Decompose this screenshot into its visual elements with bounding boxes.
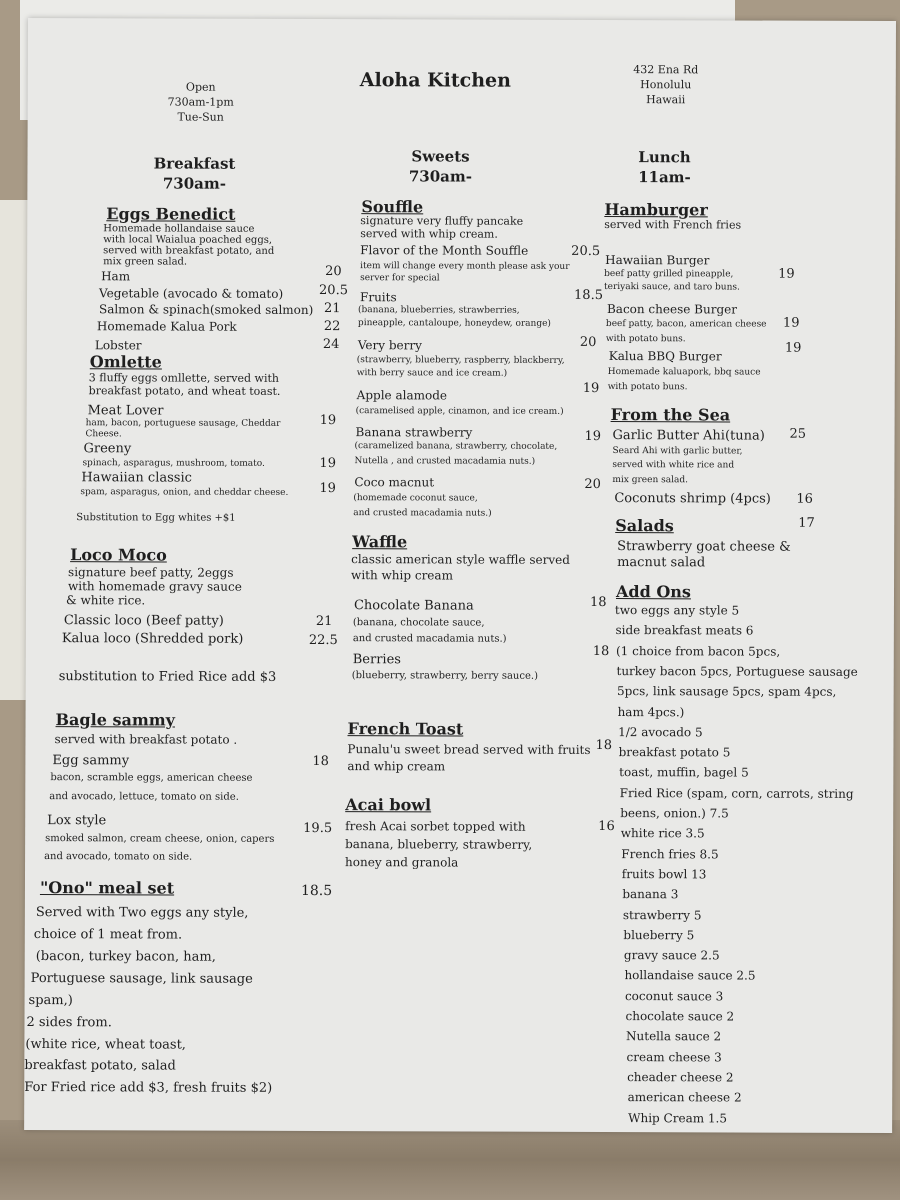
- loco-moco-desc: signature beef patty, 2eggs: [68, 565, 234, 580]
- addon-line: hollandaise sauce 2.5: [624, 968, 756, 983]
- acai-heading: Acai bowl: [345, 795, 432, 815]
- french-toast-heading: French Toast: [347, 719, 464, 739]
- hamburger-heading: Hamburger: [604, 200, 708, 220]
- salads-line: Strawberry goat cheese &: [617, 539, 791, 555]
- menu-item-name: Flavor of the Month Souffle: [360, 243, 529, 258]
- menu-item-price: 24: [322, 337, 340, 353]
- addon-line: (1 choice from bacon 5pcs,: [615, 643, 781, 659]
- menu-item-price: 20.5: [319, 283, 349, 299]
- menu-item-desc: Nutella , and crusted macadamia nuts.): [354, 456, 536, 467]
- loco-moco-desc: with homemade gravy sauce: [67, 579, 242, 594]
- menu-item-desc: served with white rice and: [612, 460, 735, 471]
- menu-item-desc: spam, asparagus, onion, and cheddar cheese.: [80, 487, 289, 498]
- breakfast-time: 730am-: [162, 174, 227, 193]
- addon-line: turkey bacon 5pcs, Portuguese sausage: [616, 663, 858, 679]
- hours-days: Tue-Sun: [177, 110, 224, 124]
- menu-item-name: Lox style: [47, 813, 107, 829]
- menu-item-price: 20: [584, 476, 601, 493]
- addon-line: toast, muffin, bagel 5: [619, 765, 749, 780]
- addon-line: Fried Rice (spam, corn, carrots, string: [619, 785, 854, 801]
- addon-line: blueberry 5: [623, 927, 695, 943]
- menu-item-name: Egg sammy: [52, 753, 130, 769]
- bagle-heading: Bagle sammy: [55, 710, 176, 730]
- menu-item-price: 21: [323, 301, 341, 317]
- souffle-heading: Souffle: [361, 197, 424, 217]
- menu-item-desc: beef patty, bacon, american cheese: [605, 319, 767, 330]
- menu-item-desc: ham, bacon, portuguese sausage, Cheddar: [85, 418, 281, 429]
- menu-item-desc: with berry sauce and ice cream.): [356, 368, 508, 379]
- menu-item-desc: and avocado, lettuce, tomato on side.: [49, 791, 239, 803]
- menu-item-name: Hawaiian classic: [81, 470, 192, 486]
- souffle-desc: signature very fluffy pancake: [360, 214, 524, 228]
- addon-line: 1/2 avocado 5: [618, 724, 703, 740]
- menu-item-price: 19: [584, 428, 602, 445]
- menu-item-price: 25: [789, 426, 807, 442]
- ono-heading: "Ono" meal set: [39, 878, 175, 898]
- menu-item-price: 20: [325, 264, 342, 280]
- menu-item-name: Kalua loco (Shredded pork): [61, 631, 244, 647]
- menu-item-name: Garlic Butter Ahi(tuna): [612, 428, 765, 444]
- menu-item-desc: beef patty grilled pineapple,: [604, 269, 734, 280]
- menu-item-name: Coconuts shrimp (4pcs): [614, 491, 771, 507]
- menu-item-price: 19: [782, 315, 800, 331]
- menu-item-name: Fruits: [360, 290, 397, 305]
- menu-item-desc: (blueberry, strawberry, berry sauce.): [351, 670, 539, 682]
- addon-line: american cheese 2: [627, 1090, 742, 1105]
- menu-item-price: 18: [589, 594, 607, 611]
- address-street: 432 Ena Rd: [633, 63, 699, 77]
- menu-item-desc: and crusted macadamia nuts.): [352, 633, 507, 645]
- restaurant-name: Aloha Kitchen: [359, 69, 511, 92]
- menu-item-name: Bacon cheese Burger: [606, 302, 738, 317]
- menu-item-desc: server for special: [360, 273, 440, 284]
- menu-item-price: 19.5: [303, 820, 333, 837]
- menu-item-desc: smoked salmon, cream cheese, onion, capers: [45, 833, 275, 845]
- menu-item-price: 19: [778, 266, 795, 282]
- menu-item-name: Kalua BBQ Burger: [608, 349, 722, 364]
- lunch-heading: Lunch: [638, 148, 691, 167]
- ono-line: (white rice, wheat toast,: [25, 1036, 186, 1053]
- ono-line: Portuguese sausage, link sausage: [30, 971, 253, 987]
- menu-item-desc: (caramelized banana, strawberry, chocolate,: [354, 441, 558, 452]
- waffle-desc: classic american style waffle served: [351, 552, 570, 567]
- bagle-desc: served with breakfast potato .: [54, 732, 238, 747]
- lunch-time: 11am-: [638, 168, 691, 187]
- eggs-benedict-desc: with local Waialua poached eggs,: [103, 234, 273, 246]
- menu-item-desc: Seard Ahi with garlic butter,: [612, 446, 743, 457]
- menu-item-price: 22: [323, 319, 341, 335]
- addon-line: side breakfast meats 6: [615, 623, 754, 638]
- menu-item-name: Banana strawberry: [355, 425, 473, 440]
- address-city: Honolulu: [640, 78, 692, 92]
- menu-item-desc: (banana, chocolate sauce,: [352, 617, 485, 629]
- menu-item-desc: (caramelised apple, cinamon, and ice cream.): [355, 406, 564, 417]
- menu-item-price: 20.5: [571, 243, 601, 259]
- ono-line: breakfast potato, salad: [24, 1057, 176, 1074]
- ono-line: For Fried rice add $3, fresh fruits $2): [24, 1079, 273, 1096]
- menu-item-name: Meat Lover: [87, 403, 164, 419]
- menu-item-desc: (banana, blueberries, strawberries,: [357, 305, 520, 316]
- omlette-desc: 3 fluffy eggs omllette, served with: [88, 371, 280, 385]
- omlette-note: Substitution to Egg whites +$1: [76, 512, 236, 524]
- menu-item-desc: Homemade kaluapork, bbq sauce: [607, 367, 761, 378]
- menu-item-price: 22.5: [308, 632, 338, 649]
- menu-item-price: 19: [582, 380, 600, 396]
- eggs-benedict-desc: served with breakfast potato, and: [103, 245, 275, 257]
- salads-price: 17: [798, 515, 815, 531]
- menu-item-name: Homemade Kalua Pork: [96, 319, 237, 334]
- menu-item-desc: pineapple, cantaloupe, honeydew, orange): [357, 318, 551, 329]
- ono-line: (bacon, turkey bacon, ham,: [35, 949, 216, 965]
- sea-heading: From the Sea: [610, 405, 731, 425]
- french-toast-desc: and whip cream: [347, 759, 446, 774]
- waffle-heading: Waffle: [352, 532, 408, 552]
- menu-item-price: 20: [579, 334, 597, 350]
- menu-item-price: 19: [319, 456, 337, 472]
- loco-moco-heading: Loco Moco: [70, 545, 167, 565]
- menu-item-desc: teriyaki sauce, and taro buns.: [604, 282, 740, 293]
- menu-item-desc: with potato buns.: [605, 334, 686, 345]
- souffle-desc: served with whip cream.: [360, 227, 498, 241]
- addon-line: banana 3: [622, 887, 679, 902]
- menu-item-name: Vegetable (avocado & tomato): [99, 286, 284, 301]
- addon-line: white rice 3.5: [620, 826, 705, 841]
- menu-item-desc: Cheese.: [85, 429, 122, 440]
- menu-item-desc: with potato buns.: [607, 382, 688, 393]
- menu-item-price: 16: [796, 491, 813, 507]
- addon-line: Nutella sauce 2: [626, 1029, 722, 1044]
- acai-desc: banana, blueberry, strawberry,: [345, 837, 533, 852]
- menu-item-price: 19: [784, 340, 802, 356]
- omlette-desc: breakfast potato, and wheat toast.: [88, 384, 281, 398]
- menu-item-price: 18: [592, 643, 610, 660]
- hamburger-desc: served with French fries: [604, 218, 742, 232]
- addon-line: fruits bowl 13: [621, 866, 707, 882]
- waffle-desc: with whip cream: [351, 568, 453, 583]
- menu-item-name: Ham: [101, 269, 131, 284]
- eggs-benedict-heading: Eggs Benedict: [106, 204, 236, 224]
- ono-line: 2 sides from.: [26, 1015, 112, 1031]
- menu-item-name: Chocolate Banana: [353, 598, 474, 614]
- menu-item-desc: (homemade coconut sauce,: [353, 493, 478, 504]
- menu-item-name: Lobster: [94, 338, 142, 353]
- menu-item-price: 19: [319, 481, 336, 497]
- menu-item-name: Very berry: [357, 338, 422, 353]
- menu-item-price: 18: [312, 753, 329, 770]
- omlette-heading: Omlette: [89, 352, 162, 372]
- addon-line: ham 4pcs.): [617, 704, 685, 719]
- menu-item-desc: mix green salad.: [612, 475, 688, 486]
- addon-line: 5pcs, link sausage 5pcs, spam 4pcs,: [617, 684, 837, 700]
- acai-desc: honey and granola: [345, 855, 459, 870]
- sweets-heading: Sweets: [411, 147, 470, 166]
- menu-item-desc: bacon, scramble eggs, american cheese: [50, 772, 253, 784]
- addon-line: cream cheese 3: [626, 1049, 722, 1065]
- addon-line: coconut sauce 3: [624, 988, 724, 1004]
- acai-desc: fresh Acai sorbet topped with: [345, 819, 526, 834]
- menu-item-price: 18.5: [574, 287, 604, 304]
- address-state: Hawaii: [646, 93, 686, 107]
- french-toast-desc: Punalu'u sweet bread served with fruits: [347, 742, 591, 757]
- ono-line: Served with Two eggs any style,: [35, 905, 249, 921]
- loco-moco-note: substitution to Fried Rice add $3: [58, 669, 277, 685]
- salads-line: macnut salad: [617, 555, 706, 571]
- menu-item-name: Hawaiian Burger: [605, 253, 710, 268]
- ono-line: spam,): [28, 993, 73, 1009]
- menu-item-name: Greeny: [83, 441, 132, 457]
- addon-line: chocolate sauce 2: [625, 1009, 735, 1024]
- addon-line: Whip Cream 1.5: [628, 1110, 728, 1125]
- addons-heading: Add Ons: [615, 582, 691, 602]
- menu-item-name: Salmon & spinach(smoked salmon): [98, 302, 314, 317]
- addon-line: French fries 8.5: [621, 846, 719, 862]
- eggs-benedict-desc: Homemade hollandaise sauce: [103, 223, 255, 235]
- menu-item-name: Berries: [352, 652, 401, 668]
- loco-moco-desc: & white rice.: [65, 593, 146, 608]
- menu-item-desc: and avocado, tomato on side.: [44, 851, 193, 863]
- menu-item-name: Coco macnut: [354, 475, 435, 490]
- menu-item-name: Classic loco (Beef patty): [63, 613, 224, 629]
- hours-time: 730am-1pm: [167, 95, 234, 109]
- menu-item-desc: spinach, asparagus, mushroom, tomato.: [82, 458, 265, 469]
- breakfast-heading: Breakfast: [153, 154, 236, 173]
- addon-line: gravy sauce 2.5: [623, 948, 720, 963]
- hours-open: Open: [185, 80, 216, 94]
- menu-sheet: [24, 18, 896, 1133]
- sweets-time: 730am-: [408, 167, 473, 186]
- menu-item-desc: (strawberry, blueberry, raspberry, blackberry,: [356, 355, 565, 366]
- addon-line: two eggs any style 5: [614, 603, 740, 618]
- menu-item-name: Apple alamode: [356, 388, 448, 403]
- menu-item-desc: and crusted macadamia nuts.): [353, 508, 492, 519]
- menu-item-desc: item will change every month please ask your: [360, 261, 570, 272]
- french-toast-price: 18: [595, 737, 613, 754]
- addon-line: beens, onion.) 7.5: [620, 806, 729, 821]
- addon-line: strawberry 5: [622, 907, 702, 922]
- ono-price: 18.5: [300, 882, 333, 900]
- menu-item-price: 21: [315, 614, 333, 630]
- acai-price: 16: [598, 818, 615, 835]
- addon-line: cheader cheese 2: [627, 1069, 734, 1085]
- addon-line: breakfast potato 5: [618, 745, 731, 760]
- eggs-benedict-desc: mix green salad.: [103, 256, 188, 268]
- salads-heading: Salads: [615, 516, 674, 536]
- ono-line: choice of 1 meat from.: [33, 927, 183, 943]
- menu-item-price: 19: [319, 413, 337, 429]
